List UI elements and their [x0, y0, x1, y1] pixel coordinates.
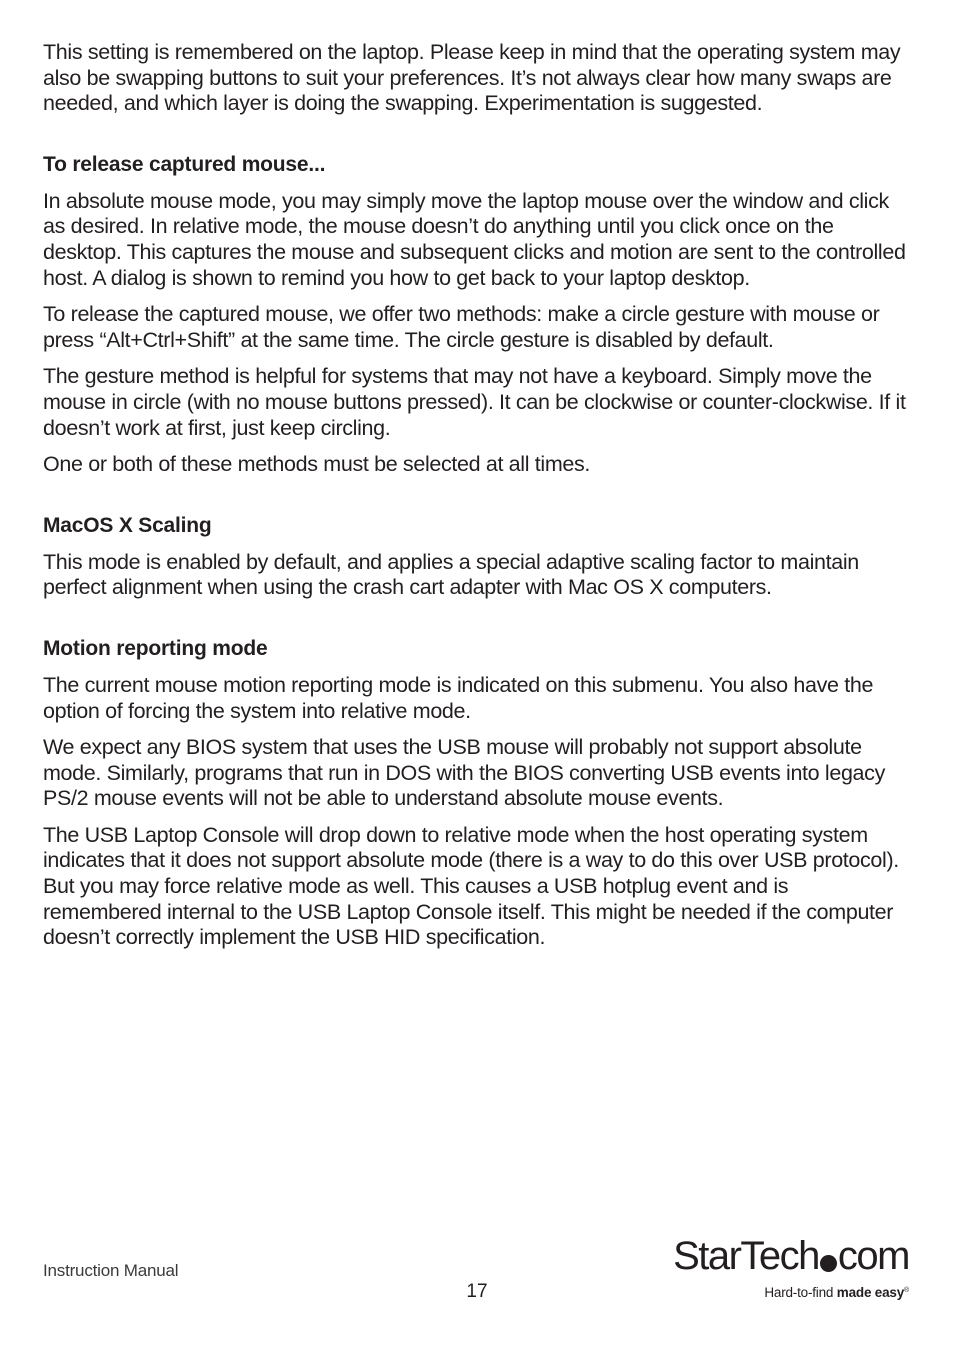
section-heading: Motion reporting mode	[43, 636, 268, 660]
footer-manual-label: Instruction Manual	[43, 1261, 179, 1280]
logo-wordmark	[673, 1233, 909, 1279]
section-heading: To release captured mouse...	[43, 152, 326, 176]
paragraph: We expect any BIOS system that uses the USB mouse will probably not support absolute mode. Similarly, programs that run in DOS with the BIOS converting USB events into legacy PS/2 mouse events will not be able to understand absolute mouse events.	[43, 735, 885, 811]
paragraph: In absolute mouse mode, you may simply move the laptop mouse over the window and click as desired. In relative mode, the mouse doesn’t do anything until you click once on the desktop. This captures the mouse and subsequent clicks and motion are sent to the controlled host. A dialog is shown to remind you how to get back to your laptop desktop.	[43, 188, 906, 290]
paragraph: The gesture method is helpful for systems that may not have a keyboard. Simply move the mouse in circle (with no mouse buttons pressed). It can be clockwise or counter-clockwise. If it doesn’t work at first, just keep circling.	[43, 364, 906, 440]
section-motion-reporting	[43, 636, 909, 951]
registered-mark: ®	[904, 1287, 909, 1294]
section-heading: MacOS X Scaling	[43, 513, 212, 537]
logo-dot-icon	[820, 1255, 837, 1272]
section-release-mouse	[43, 152, 909, 478]
paragraph: To release the captured mouse, we offer two methods: make a circle gesture with mouse or press “Alt+Ctrl+Shift” at the same time. The circle gesture is disabled by default.	[43, 302, 880, 352]
paragraph: This mode is enabled by default, and applies a special adaptive scaling factor to maintain perfect alignment when using the crash cart adapter with Mac OS X computers.	[43, 549, 859, 600]
tagline-bold: made easy	[836, 1285, 905, 1300]
document-body	[43, 40, 909, 962]
section-macos-scaling	[43, 513, 909, 601]
logo-word-right: com	[837, 1234, 909, 1278]
paragraph: The USB Laptop Console will drop down to relative mode when the host operating system indicates that it does not support absolute mode (there is a way to do this over USB protocol). But you may force relative mode as well. This causes a USB hotplug event and is remembered internal to the USB Laptop Console itself. This might be needed if the computer doesn’t correctly implement the USB HID specification.	[43, 822, 899, 950]
paragraph: One or both of these methods must be selected at all times.	[43, 452, 591, 477]
paragraph: The current mouse motion reporting mode is indicated on this submenu. You also have the option of forcing the system into relative mode.	[43, 672, 874, 723]
tagline-regular: Hard-to-find	[764, 1285, 837, 1300]
paragraph: This setting is remembered on the laptop. Please keep in mind that the operating system may also be swapping buttons to suit your preferences. It’s not always clear how many swaps are needed, and which layer is doing the swapping. Experimentation is suggested.	[43, 40, 901, 116]
startech-logo	[669, 1233, 909, 1303]
page-number: 17	[466, 1281, 488, 1302]
logo-tagline	[764, 1283, 909, 1301]
section-swap-note	[43, 40, 909, 117]
logo-word-left: StarTech	[673, 1234, 819, 1278]
